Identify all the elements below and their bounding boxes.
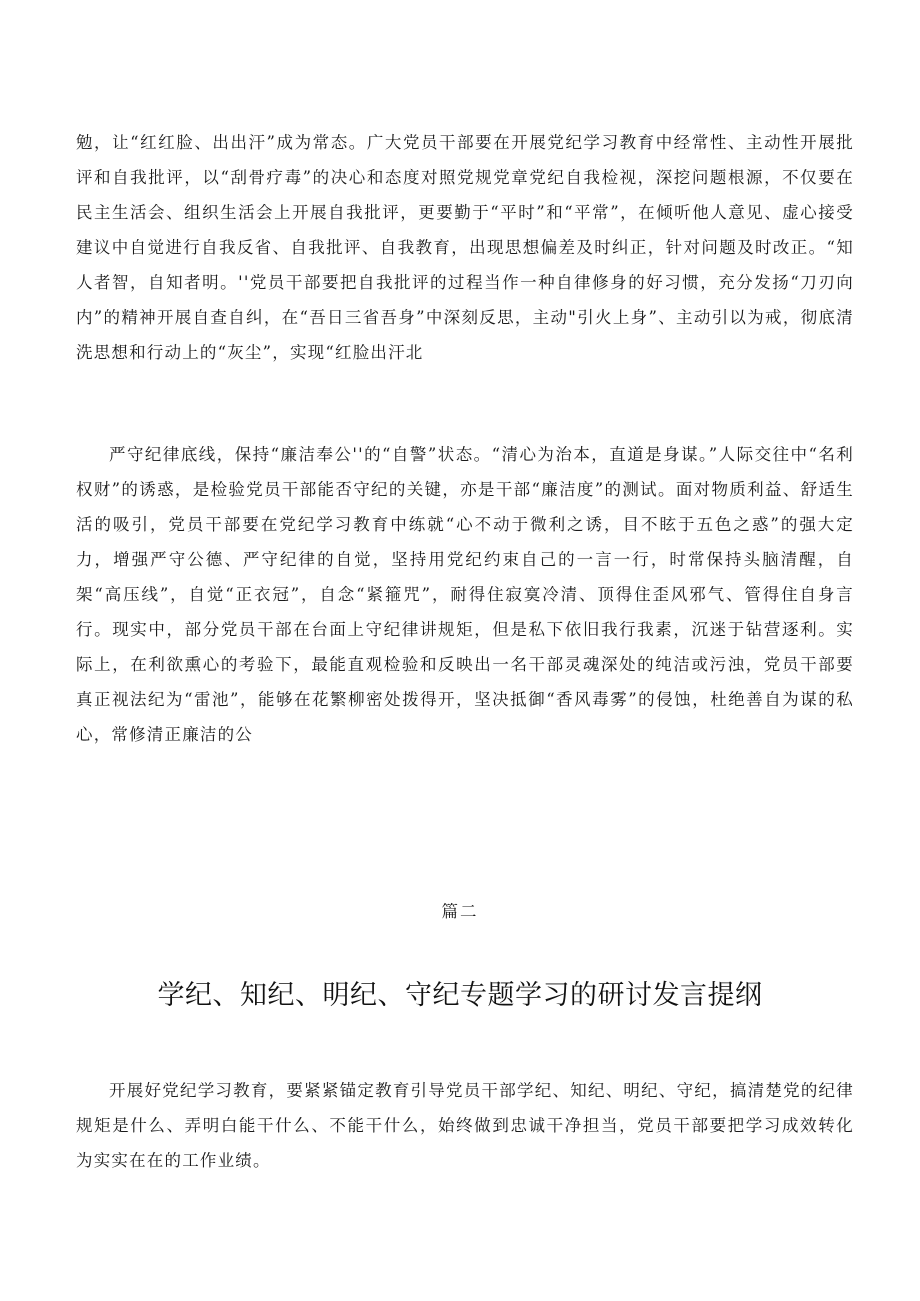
body-paragraph-2: 严守纪律底线，保持“廉洁奉公''的“自警”状态。“清心为治本，直道是身谋。”人际交往中“名利权财”的诱惑，是检验党员干部能否守纪的关键，亦是干部“廉洁度”的测试。面对物质利益、舒适生活的吸引，党员干部要在党纪学习教育中练就“心不动于微利之诱，目不眩于五色之惑”的强大定力，增强严守公德、严守纪律的自觉，坚持用党纪约束自己的一言一行，时常保持头脑清醒，自架“高压线”，自觉“正衣冠”，自念“紧箍咒”，耐得住寂寞冷清、顶得住歪风邪气、管得住自身言行。现实中，部分党员干部在台面上守纪律讲规矩，但是私下依旧我行我素，沉迷于钻营逐利。实际上，在利欲熏心的考验下，最能直观检验和反映出一名干部灵魂深处的纯洁或污浊，党员干部要真正视法纪为“雷池”，能够在花繁柳密处拨得开，坚决抵御“香风毒雾”的侵蚀，杜绝善自为谋的私心，常修清正廉洁的公 [76,445,854,744]
document-title: 学纪、知纪、明纪、守纪专题学习的研讨发言提纲 [157,980,763,1011]
body-paragraph-1: 勉，让“红红脸、出出汗”成为常态。广大党员干部要在开展党纪学习教育中经常性、主动性开展批评和自我批评，以“刮骨疗毒”的决心和态度对照党规党章党纪自我检视，深挖问题根源，不仅要在民主生活会、组织生活会上开展自我批评，更要勤于“平时”和“平常”，在倾听他人意见、虚心接受建议中自觉进行自我反省、自我批评、自我教育，出现思想偏差及时纠正，针对问题及时改正。“知人者智，自知者明。''党员干部要把自我批评的过程当作一种自律修身的好习惯，充分发扬“刀刃向内”的精神开展自查自纠，在“吾日三省吾身”中深刻反思，主动"引火上身”、主动引以为戒，彻底清洗思想和行动上的“灰尘”，实现“红脸出汗北 [76,133,854,362]
body-paragraph-3: 开展好党纪学习教育，要紧紧锚定教育引导党员干部学纪、知纪、明纪、守纪，搞清楚党的纪律规矩是什么、弄明白能干什么、不能干什么，始终做到忠诚干净担当，党员干部要把学习成效转化为实实在在的工作业绩。 [76,1081,854,1170]
part-label: 篇二 [441,902,479,921]
